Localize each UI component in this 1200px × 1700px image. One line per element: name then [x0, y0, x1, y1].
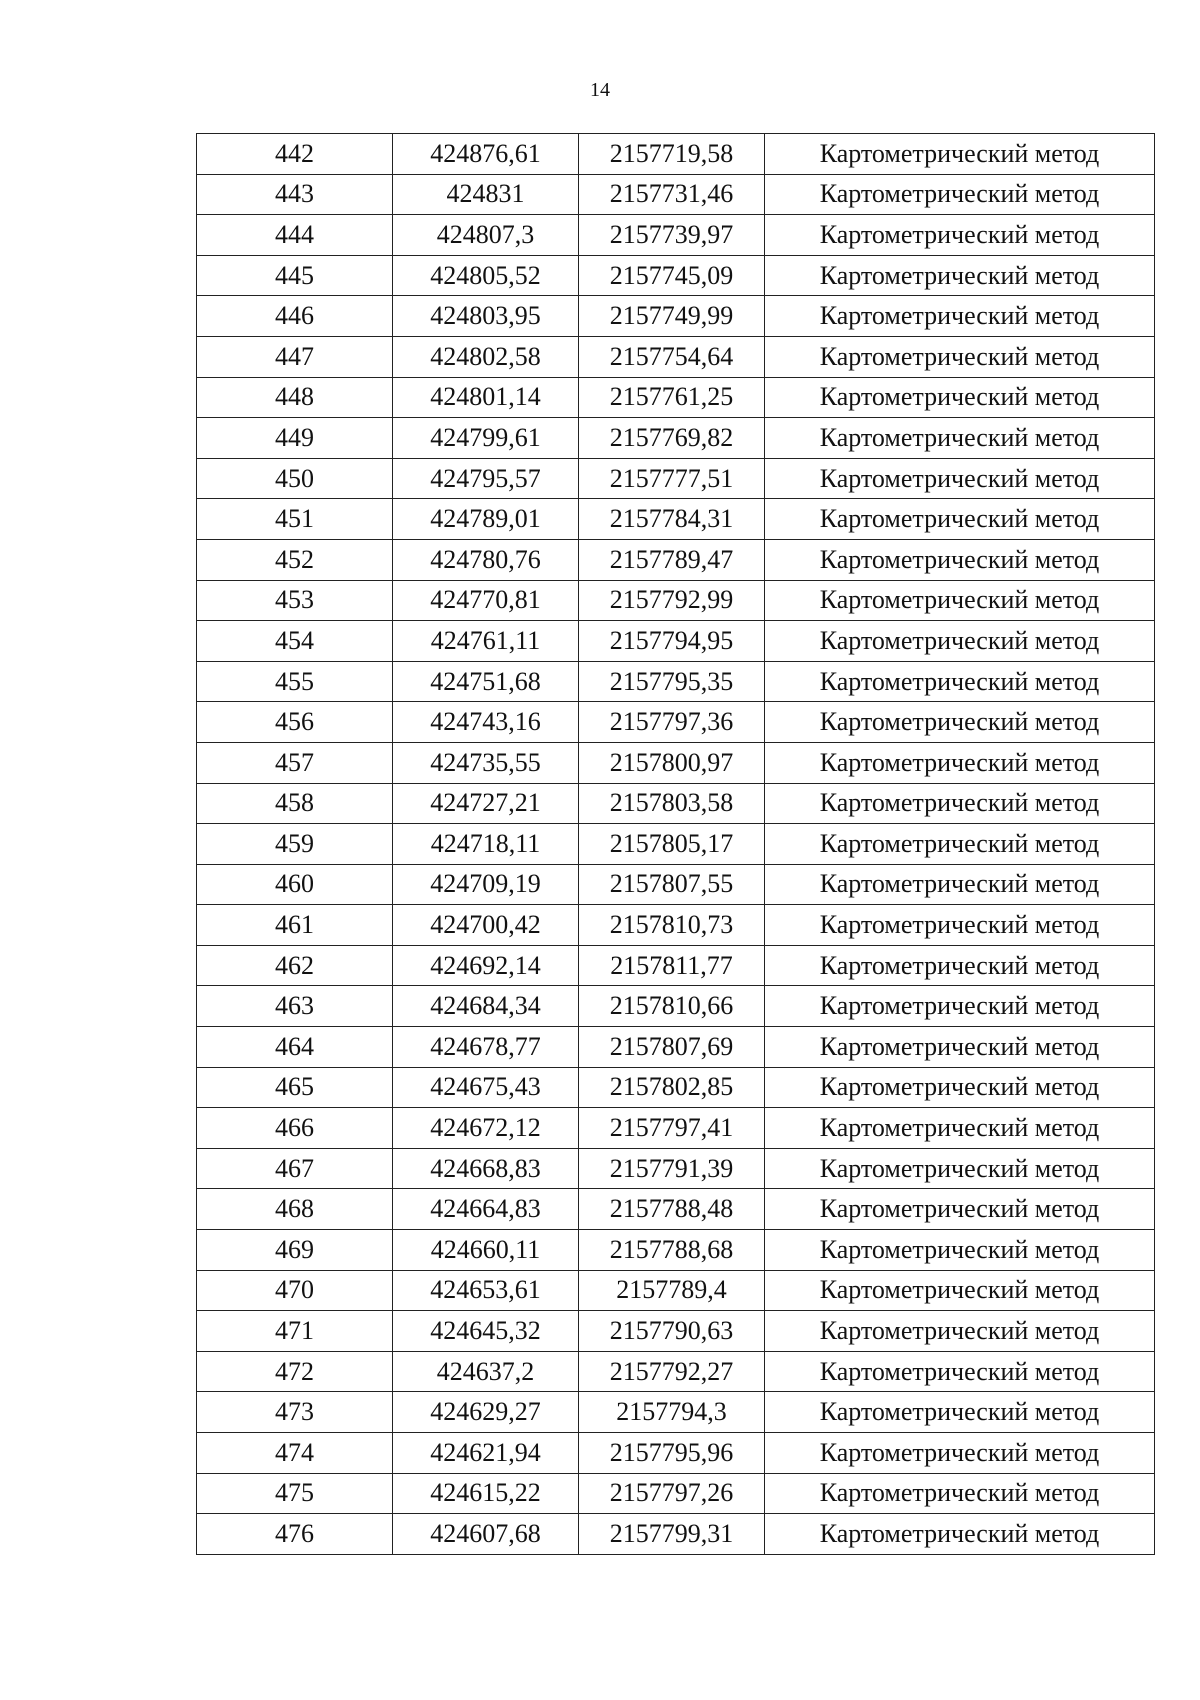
x-coordinate-cell: 424684,34: [393, 986, 579, 1027]
table-row: [197, 661, 1155, 702]
point-number-cell: 459: [197, 824, 393, 865]
x-coordinate-cell: 424678,77: [393, 1027, 579, 1068]
table-row: [197, 134, 1155, 175]
x-coordinate-cell: 424780,76: [393, 539, 579, 580]
x-coordinate-cell: 424803,95: [393, 296, 579, 337]
method-cell: Картометрический метод: [765, 1067, 1155, 1108]
x-coordinate-cell: 424799,61: [393, 418, 579, 459]
table-row: [197, 174, 1155, 215]
table-row: [197, 539, 1155, 580]
y-coordinate-cell: 2157788,48: [579, 1189, 765, 1230]
table-row: [197, 1108, 1155, 1149]
x-coordinate-cell: 424727,21: [393, 783, 579, 824]
x-coordinate-cell: 424653,61: [393, 1270, 579, 1311]
x-coordinate-cell: 424795,57: [393, 458, 579, 499]
point-number-cell: 445: [197, 255, 393, 296]
x-coordinate-cell: 424718,11: [393, 824, 579, 865]
table-row: [197, 986, 1155, 1027]
method-cell: Картометрический метод: [765, 377, 1155, 418]
y-coordinate-cell: 2157795,96: [579, 1433, 765, 1474]
x-coordinate-cell: 424607,68: [393, 1514, 579, 1555]
method-cell: Картометрический метод: [765, 661, 1155, 702]
table-row: [197, 742, 1155, 783]
method-cell: Картометрический метод: [765, 824, 1155, 865]
method-cell: Картометрический метод: [765, 1351, 1155, 1392]
x-coordinate-cell: 424672,12: [393, 1108, 579, 1149]
method-cell: Картометрический метод: [765, 1473, 1155, 1514]
y-coordinate-cell: 2157788,68: [579, 1230, 765, 1271]
y-coordinate-cell: 2157784,31: [579, 499, 765, 540]
y-coordinate-cell: 2157792,99: [579, 580, 765, 621]
table-row: [197, 458, 1155, 499]
y-coordinate-cell: 2157803,58: [579, 783, 765, 824]
point-number-cell: 458: [197, 783, 393, 824]
x-coordinate-cell: 424668,83: [393, 1148, 579, 1189]
point-number-cell: 461: [197, 905, 393, 946]
point-number-cell: 468: [197, 1189, 393, 1230]
x-coordinate-cell: 424802,58: [393, 336, 579, 377]
method-cell: Картометрический метод: [765, 783, 1155, 824]
point-number-cell: 463: [197, 986, 393, 1027]
table-row: [197, 1230, 1155, 1271]
table-row: [197, 1351, 1155, 1392]
y-coordinate-cell: 2157791,39: [579, 1148, 765, 1189]
table-row: [197, 418, 1155, 459]
method-cell: Картометрический метод: [765, 1108, 1155, 1149]
method-cell: Картометрический метод: [765, 580, 1155, 621]
y-coordinate-cell: 2157761,25: [579, 377, 765, 418]
point-number-cell: 444: [197, 215, 393, 256]
point-number-cell: 450: [197, 458, 393, 499]
method-cell: Картометрический метод: [765, 986, 1155, 1027]
method-cell: Картометрический метод: [765, 1230, 1155, 1271]
y-coordinate-cell: 2157805,17: [579, 824, 765, 865]
method-cell: Картометрический метод: [765, 1514, 1155, 1555]
table-row: [197, 824, 1155, 865]
x-coordinate-cell: 424675,43: [393, 1067, 579, 1108]
point-number-cell: 462: [197, 945, 393, 986]
point-number-cell: 442: [197, 134, 393, 175]
method-cell: Картометрический метод: [765, 418, 1155, 459]
page-number: 14: [590, 79, 610, 101]
table-row: [197, 255, 1155, 296]
method-cell: Картометрический метод: [765, 215, 1155, 256]
table-row: [197, 1392, 1155, 1433]
table-row: [197, 1027, 1155, 1068]
x-coordinate-cell: 424743,16: [393, 702, 579, 743]
y-coordinate-cell: 2157731,46: [579, 174, 765, 215]
y-coordinate-cell: 2157749,99: [579, 296, 765, 337]
x-coordinate-cell: 424692,14: [393, 945, 579, 986]
x-coordinate-cell: 424709,19: [393, 864, 579, 905]
point-number-cell: 452: [197, 539, 393, 580]
table-row: [197, 499, 1155, 540]
y-coordinate-cell: 2157789,47: [579, 539, 765, 580]
x-coordinate-cell: 424615,22: [393, 1473, 579, 1514]
method-cell: Картометрический метод: [765, 1392, 1155, 1433]
point-number-cell: 464: [197, 1027, 393, 1068]
x-coordinate-cell: 424801,14: [393, 377, 579, 418]
coordinates-table: [196, 133, 1155, 1555]
y-coordinate-cell: 2157811,77: [579, 945, 765, 986]
table-row: [197, 783, 1155, 824]
x-coordinate-cell: 424645,32: [393, 1311, 579, 1352]
method-cell: Картометрический метод: [765, 134, 1155, 175]
point-number-cell: 466: [197, 1108, 393, 1149]
table-row: [197, 1148, 1155, 1189]
table-row: [197, 1514, 1155, 1555]
x-coordinate-cell: 424751,68: [393, 661, 579, 702]
method-cell: Картометрический метод: [765, 1311, 1155, 1352]
point-number-cell: 467: [197, 1148, 393, 1189]
y-coordinate-cell: 2157797,41: [579, 1108, 765, 1149]
y-coordinate-cell: 2157769,82: [579, 418, 765, 459]
point-number-cell: 447: [197, 336, 393, 377]
method-cell: Картометрический метод: [765, 458, 1155, 499]
table-row: [197, 864, 1155, 905]
point-number-cell: 470: [197, 1270, 393, 1311]
method-cell: Картометрический метод: [765, 499, 1155, 540]
y-coordinate-cell: 2157807,69: [579, 1027, 765, 1068]
point-number-cell: 455: [197, 661, 393, 702]
point-number-cell: 454: [197, 621, 393, 662]
y-coordinate-cell: 2157795,35: [579, 661, 765, 702]
point-number-cell: 446: [197, 296, 393, 337]
table-row: [197, 296, 1155, 337]
point-number-cell: 443: [197, 174, 393, 215]
table-row: [197, 336, 1155, 377]
y-coordinate-cell: 2157739,97: [579, 215, 765, 256]
method-cell: Картометрический метод: [765, 539, 1155, 580]
y-coordinate-cell: 2157777,51: [579, 458, 765, 499]
table-row: [197, 1311, 1155, 1352]
x-coordinate-cell: 424761,11: [393, 621, 579, 662]
y-coordinate-cell: 2157810,66: [579, 986, 765, 1027]
table-row: [197, 702, 1155, 743]
table-row: [197, 1433, 1155, 1474]
method-cell: Картометрический метод: [765, 174, 1155, 215]
method-cell: Картометрический метод: [765, 905, 1155, 946]
x-coordinate-cell: 424789,01: [393, 499, 579, 540]
y-coordinate-cell: 2157810,73: [579, 905, 765, 946]
method-cell: Картометрический метод: [765, 864, 1155, 905]
table-row: [197, 621, 1155, 662]
method-cell: Картометрический метод: [765, 255, 1155, 296]
method-cell: Картометрический метод: [765, 336, 1155, 377]
x-coordinate-cell: 424807,3: [393, 215, 579, 256]
method-cell: Картометрический метод: [765, 1027, 1155, 1068]
table-row: [197, 905, 1155, 946]
point-number-cell: 457: [197, 742, 393, 783]
method-cell: Картометрический метод: [765, 1148, 1155, 1189]
y-coordinate-cell: 2157745,09: [579, 255, 765, 296]
x-coordinate-cell: 424629,27: [393, 1392, 579, 1433]
method-cell: Картометрический метод: [765, 742, 1155, 783]
x-coordinate-cell: 424660,11: [393, 1230, 579, 1271]
method-cell: Картометрический метод: [765, 945, 1155, 986]
y-coordinate-cell: 2157807,55: [579, 864, 765, 905]
table-row: [197, 377, 1155, 418]
table-row: [197, 580, 1155, 621]
point-number-cell: 460: [197, 864, 393, 905]
point-number-cell: 476: [197, 1514, 393, 1555]
y-coordinate-cell: 2157754,64: [579, 336, 765, 377]
point-number-cell: 448: [197, 377, 393, 418]
method-cell: Картометрический метод: [765, 1270, 1155, 1311]
point-number-cell: 465: [197, 1067, 393, 1108]
point-number-cell: 469: [197, 1230, 393, 1271]
table-row: [197, 1473, 1155, 1514]
x-coordinate-cell: 424621,94: [393, 1433, 579, 1474]
method-cell: Картометрический метод: [765, 296, 1155, 337]
point-number-cell: 473: [197, 1392, 393, 1433]
method-cell: Картометрический метод: [765, 702, 1155, 743]
y-coordinate-cell: 2157797,36: [579, 702, 765, 743]
x-coordinate-cell: 424876,61: [393, 134, 579, 175]
y-coordinate-cell: 2157797,26: [579, 1473, 765, 1514]
table-row: [197, 945, 1155, 986]
x-coordinate-cell: 424805,52: [393, 255, 579, 296]
method-cell: Картометрический метод: [765, 621, 1155, 662]
y-coordinate-cell: 2157794,3: [579, 1392, 765, 1433]
x-coordinate-cell: 424735,55: [393, 742, 579, 783]
table-row: [197, 1067, 1155, 1108]
table-row: [197, 1189, 1155, 1230]
x-coordinate-cell: 424637,2: [393, 1351, 579, 1392]
y-coordinate-cell: 2157719,58: [579, 134, 765, 175]
point-number-cell: 475: [197, 1473, 393, 1514]
method-cell: Картометрический метод: [765, 1433, 1155, 1474]
y-coordinate-cell: 2157792,27: [579, 1351, 765, 1392]
y-coordinate-cell: 2157789,4: [579, 1270, 765, 1311]
y-coordinate-cell: 2157800,97: [579, 742, 765, 783]
y-coordinate-cell: 2157790,63: [579, 1311, 765, 1352]
y-coordinate-cell: 2157799,31: [579, 1514, 765, 1555]
x-coordinate-cell: 424664,83: [393, 1189, 579, 1230]
point-number-cell: 453: [197, 580, 393, 621]
x-coordinate-cell: 424831: [393, 174, 579, 215]
point-number-cell: 472: [197, 1351, 393, 1392]
point-number-cell: 471: [197, 1311, 393, 1352]
point-number-cell: 474: [197, 1433, 393, 1474]
coordinates-table-body: [197, 134, 1155, 1555]
table-row: [197, 1270, 1155, 1311]
y-coordinate-cell: 2157802,85: [579, 1067, 765, 1108]
x-coordinate-cell: 424700,42: [393, 905, 579, 946]
x-coordinate-cell: 424770,81: [393, 580, 579, 621]
y-coordinate-cell: 2157794,95: [579, 621, 765, 662]
point-number-cell: 456: [197, 702, 393, 743]
point-number-cell: 451: [197, 499, 393, 540]
point-number-cell: 449: [197, 418, 393, 459]
table-row: [197, 215, 1155, 256]
method-cell: Картометрический метод: [765, 1189, 1155, 1230]
